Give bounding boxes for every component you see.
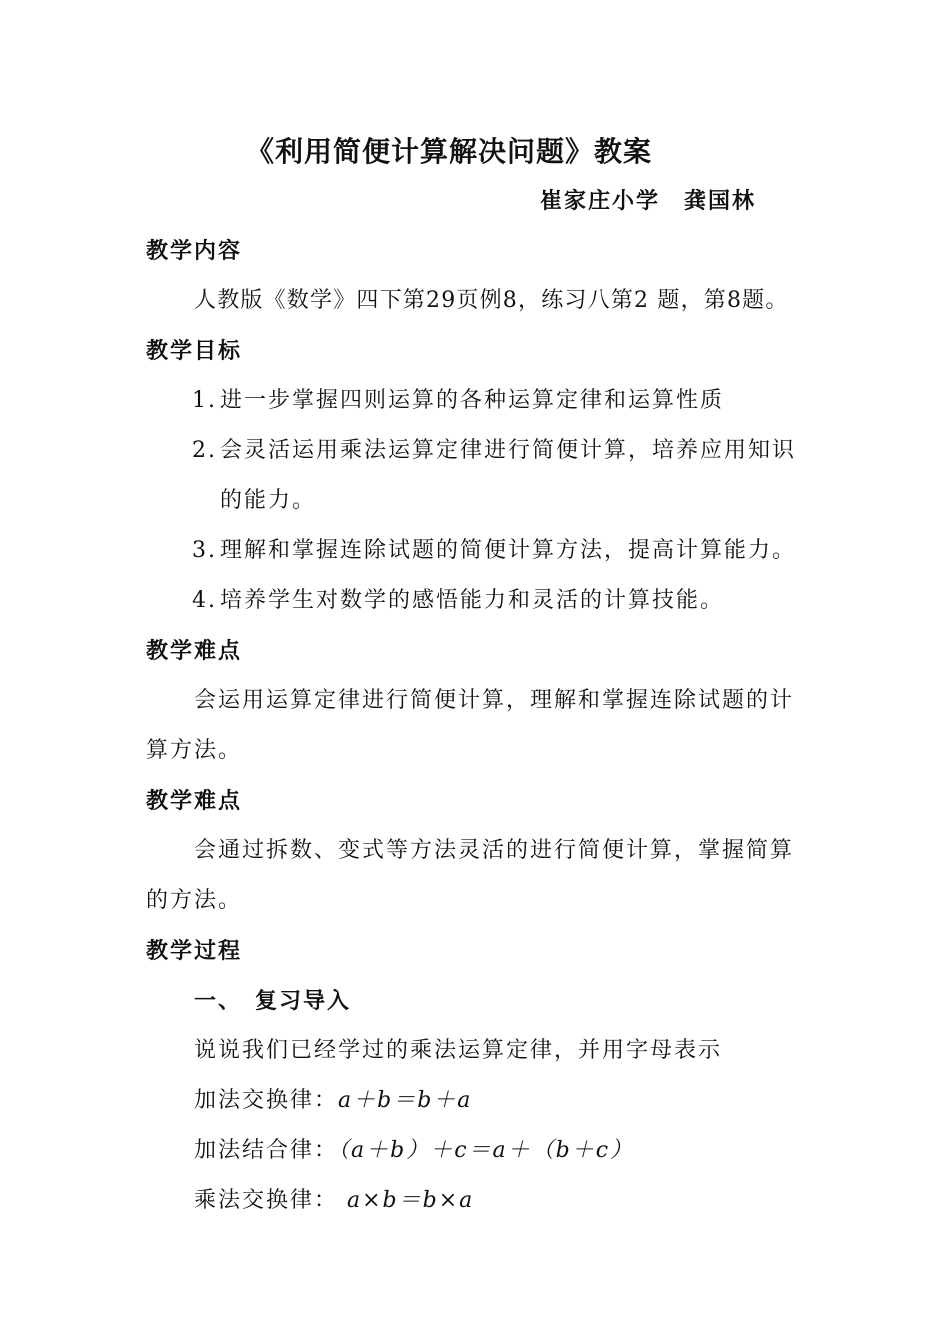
paragraph-text: 会运用运算定律进行简便计算，理解和掌握连除试题的计 <box>194 688 795 713</box>
law-formula: a×b＝b×a <box>338 1188 475 1213</box>
paragraph-text: 说说我们已经学过的乘法运算定律，并用字母表示 <box>194 1038 723 1063</box>
goal-number: 2. <box>192 438 217 463</box>
law-label: 加法结合律： <box>194 1138 339 1163</box>
goal-text: 理解和掌握连除试题的简便计算方法，提高计算能力。 <box>220 538 797 563</box>
law-label: 乘法交换律： <box>194 1188 339 1213</box>
goal-number: 4. <box>192 588 217 613</box>
heading-difficulty-2: 教学难点 <box>146 788 243 814</box>
goal-item <box>192 536 796 566</box>
paragraph-text: 会通过拆数、变式等方法灵活的进行简便计算，掌握简算 <box>194 838 795 863</box>
heading-difficulty: 教学难点 <box>146 638 243 664</box>
heading-goals: 教学目标 <box>146 338 243 364</box>
law-line <box>194 1086 472 1116</box>
paragraph-text: 的方法。 <box>146 888 243 913</box>
goal-text: 进一步掌握四则运算的各种运算定律和运算性质 <box>220 388 725 413</box>
law-formula: a＋b＝b＋a <box>338 1088 473 1113</box>
goal-item <box>192 436 796 466</box>
law-label: 加法交换律： <box>194 1088 339 1113</box>
goal-text: 会灵活运用乘法运算定律进行简便计算，培养应用知识 <box>220 438 797 463</box>
law-line <box>194 1136 634 1166</box>
content-text: 人教版《数学》四下第29页例8，练习八第2 题，第8题。 <box>194 288 789 313</box>
law-line <box>194 1186 474 1216</box>
heading-process: 教学过程 <box>146 938 243 964</box>
goal-number: 1. <box>192 388 217 413</box>
goal-text-continued: 的能力。 <box>220 488 317 513</box>
goal-item <box>192 386 724 416</box>
law-formula: （a＋b）＋c＝a＋（b＋c） <box>338 1138 635 1163</box>
goal-item <box>192 586 724 616</box>
goal-number: 3. <box>192 538 217 563</box>
author-line: 崔家庄小学 龚国林 <box>540 188 757 214</box>
paragraph-text: 算方法。 <box>146 738 243 763</box>
page-title: 《利用简便计算解决问题》教案 <box>246 135 653 168</box>
heading-content: 教学内容 <box>146 238 243 264</box>
section-heading: 一、 复习导入 <box>194 988 352 1014</box>
goal-text: 培养学生对数学的感悟能力和灵活的计算技能。 <box>220 588 725 613</box>
